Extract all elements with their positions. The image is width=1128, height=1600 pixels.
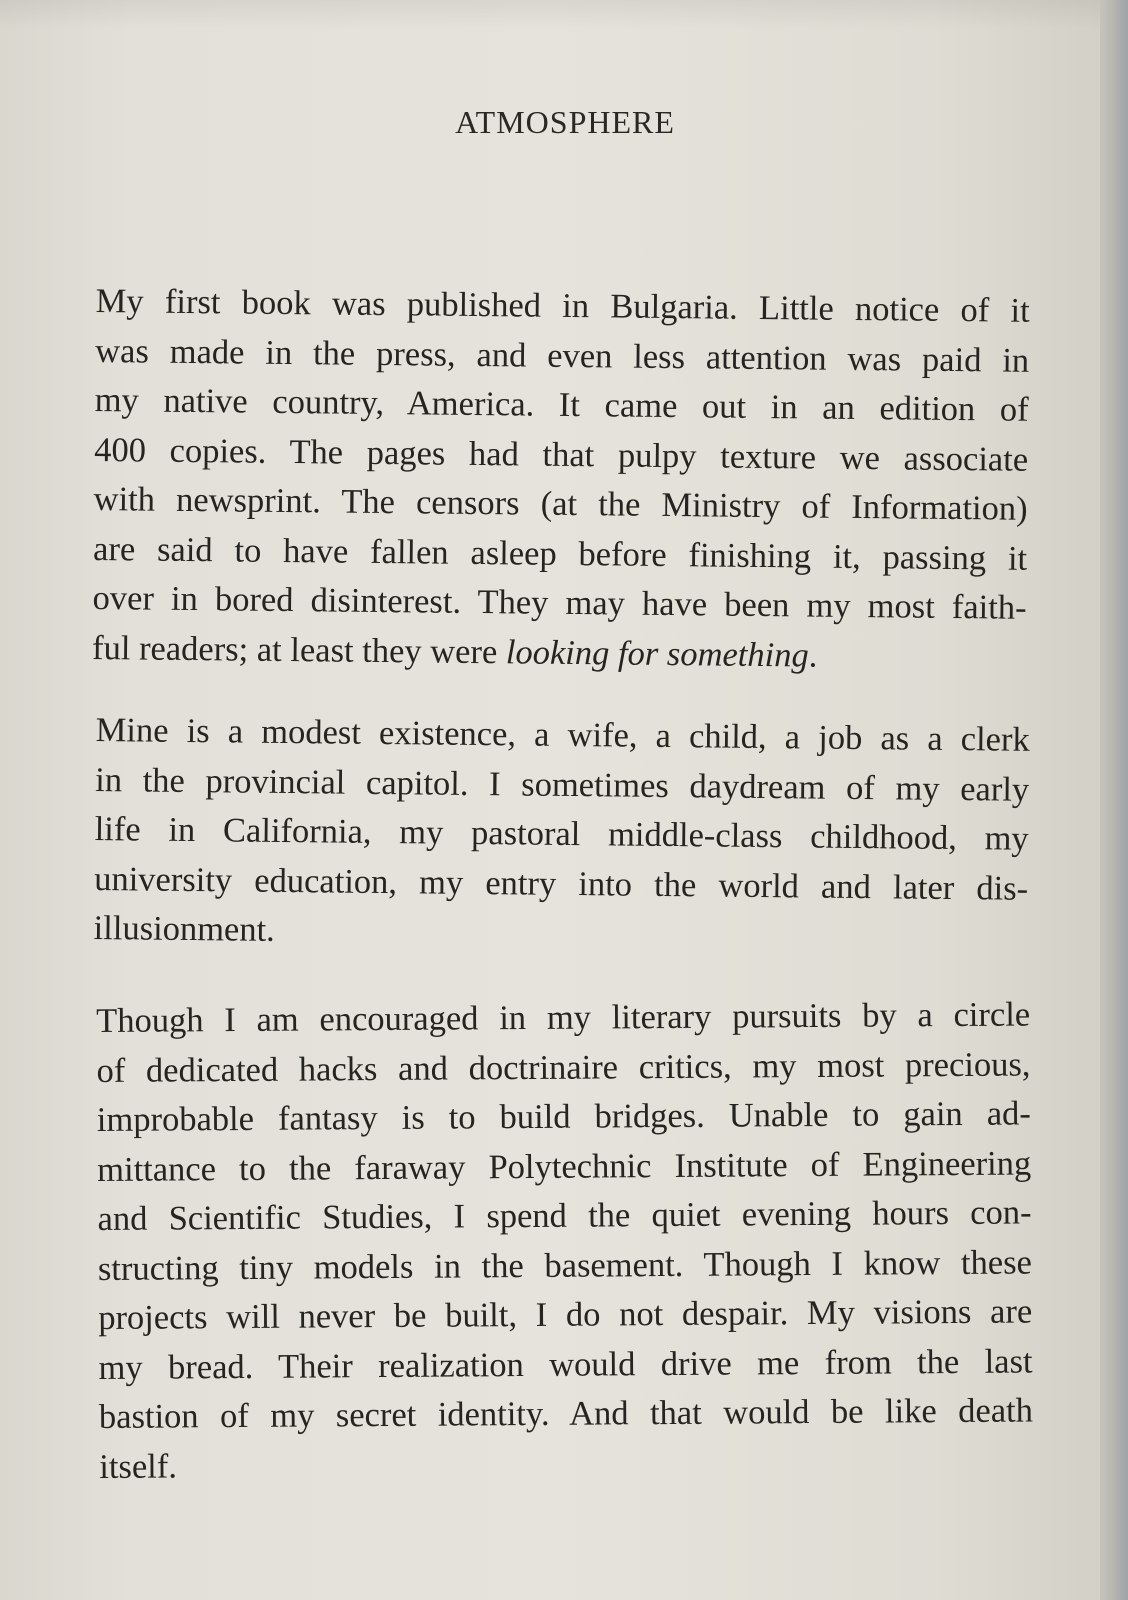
text-line: my bread. Their realization would drive me from the last [98,1341,1033,1387]
text-line-last [92,623,1026,682]
text-line: and Scientific Studies, I spend the quiet evening hours con- [97,1193,1032,1238]
text-line: structing tiny models in the basement. Though I know these [97,1242,1033,1288]
paragraph-3 [96,990,1033,1492]
text-line: over in bored disinterest. They may have been my most faith- [92,578,1027,627]
text-line-last: itself. [99,1446,178,1486]
text-line: was made in the press, and even less attention was paid in [95,331,1030,380]
chapter-title: ATMOSPHERE [455,104,675,140]
paragraph-2 [93,706,1030,963]
text-run: . [808,635,818,675]
text-line: Though I am encouraged in my literary pursuits by a circle [96,995,1031,1040]
italic-phrase: looking for something [505,632,809,674]
text-line: life in California, my pastoral middle-class childhood, my [94,809,1029,858]
text-line: Mine is a modest existence, a wife, a child, a job as a clerk [95,710,1030,759]
text-line: of dedicated hacks and doctrinaire critics, my most precious, [96,1044,1031,1090]
paragraph-1 [92,277,1030,683]
page-edge [1100,0,1128,1600]
text-run: ful readers; at least they were [91,628,507,671]
page-shadow [0,0,1100,30]
text-line: university education, my entry into the world and later dis- [93,859,1029,908]
text-line: mittance to the faraway Polytechnic Institute of Engineering [97,1143,1032,1189]
text-line: 400 copies. The pages had that pulpy texture we associate [93,430,1029,479]
text-line: in the provincial capitol. I sometimes daydream of my early [95,760,1030,809]
text-line: projects will never be built, I do not despair. My visions are [98,1292,1033,1337]
text-line: my native country, America. It came out in an edition of [94,380,1029,429]
text-line-last: illusionment. [93,908,275,949]
text-line: with newsprint. The censors (at the Ministry of Information) [93,479,1028,528]
text-line: bastion of my secret identity. And that would be like death [98,1391,1034,1436]
text-line: improbable fantasy is to build bridges. Unable to gain ad- [96,1094,1031,1139]
text-line: My first book was published in Bulgaria. Little notice of it [95,281,1030,330]
text-line: are said to have fallen asleep before finishing it, passing it [92,529,1028,578]
